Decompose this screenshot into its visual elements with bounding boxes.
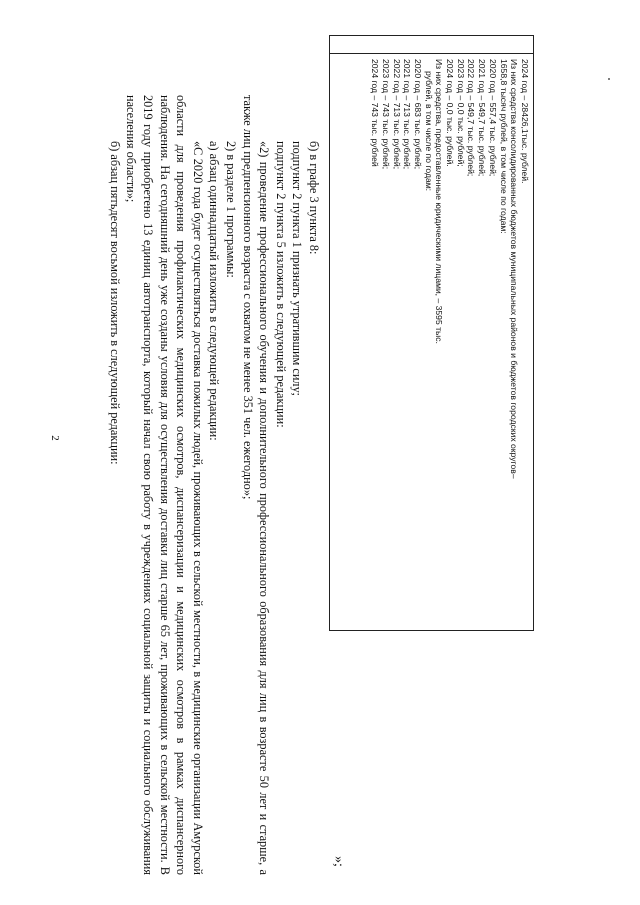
table-line: 2024 год – 28426,1тыс. рублей.	[520, 59, 530, 184]
paragraph: б) абзац пятьдесят восьмой изложить в следующей редакции:	[107, 141, 122, 465]
table-line: Из них средства, предоставленные юридическими лицами, – 3595 тыс.	[434, 59, 445, 344]
table-line: 2022 год – 549,7 тыс. рублей;	[466, 59, 477, 177]
paragraph: подпункт 2 пункта 1 признать утратившим силу;	[290, 141, 305, 396]
page-number: 2	[48, 435, 61, 441]
paragraph: «С 2020 года будет осуществляться доставка пожилых людей, проживающих в сельской местности, в медицинские организации Амурской области для проведения профилактических медицинских осмотров, диспансеризации и медицинских осмотров в рамках диспансерного наблюдения. На сегодняшний день уже созданы условия для осуществления доставки лиц старше 65 лет, проживающих в сельской местности. В 2019 году приобретено 13 единиц автотранспорта, который начал свою работу в учреждениях социальной защиты и социального обслуживания населения области»;	[124, 95, 205, 875]
scan-speck	[608, 78, 610, 80]
table-line: 2020 год – 683 тыс. рублей;	[412, 59, 423, 170]
table-line: 2023 год – 0,0 тыс. рублей;	[455, 59, 466, 167]
table-line: рублей, в том числе по годам:	[423, 71, 434, 192]
table-line: 1658,8 тысяч рублей, в том числе по годам:	[498, 59, 509, 234]
body-text	[106, 95, 322, 875]
paragraph: подпункт 2 пункта 5 изложить в следующей редакции:	[273, 141, 288, 428]
closing-quote-mark: »;	[331, 856, 346, 867]
table-line: 2021 год – 549,7 тыс. рублей;	[477, 59, 488, 177]
table-line: Из них средства консолидированных бюджетов муниципальных районов и бюджетов городских округов–	[509, 59, 520, 479]
paragraph: а) абзац одиннадцатый изложить в следующей редакции:	[207, 141, 222, 441]
table-line: 2023 год – 743 тыс. рублей;	[380, 59, 391, 170]
table-line: 2022 год – 713 тыс. рублей;	[391, 59, 402, 170]
table-cell-text	[369, 59, 530, 629]
table-line: 2024 год – 743 тыс. рублей	[370, 59, 381, 167]
table-line: 2021 год – 713 тыс. рублей;	[402, 59, 413, 170]
paragraph: «2) проведение профессионального обучения и дополнительного профессионального образования для лиц в возрасте 50 лет и старше, а также лиц предпенсионного возраста с охватом не менее 351 чел. ежегодно»;	[240, 95, 272, 875]
table-left-column	[330, 36, 533, 54]
table-line: 2020 год – 557,4 тыс. рублей;	[487, 59, 498, 177]
program-table	[329, 35, 534, 631]
paragraph: б) в графе 3 пункта 8:	[307, 141, 321, 255]
table-line: 2024 год – 0,0 тыс. рублей.	[445, 59, 456, 167]
paragraph: 2) в разделе 1 программы:	[224, 141, 239, 278]
